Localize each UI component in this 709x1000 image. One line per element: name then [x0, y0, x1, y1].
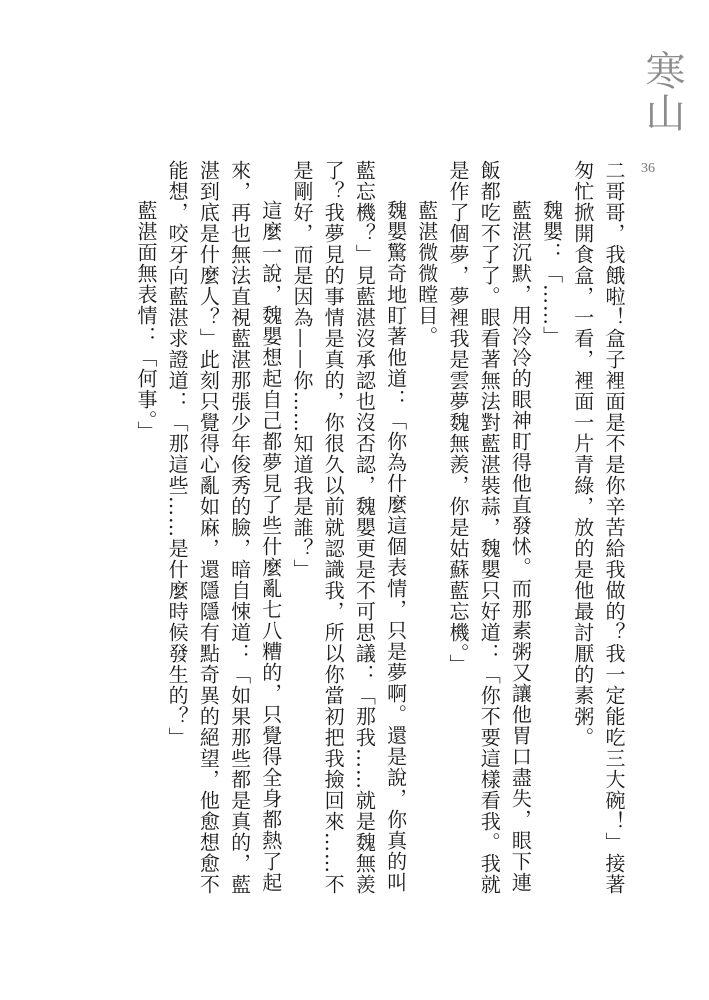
body-text	[130, 160, 629, 900]
book-title: 寒山	[639, 50, 685, 134]
paragraph-3: 藍湛沉默，用冷冷的眼神盯得他直發怵。而那素粥又讓他胃口盡失，眼下連飯都吃不了了。眼看著無法對藍湛裝蒜，魏嬰只好道：「你不要這樣看我。我就是作了個夢，夢裡我是雲夢魏無羨，你是姑蘇藍忘機。」	[445, 160, 533, 895]
paragraph-5: 魏嬰驚奇地盯著他道：「你為什麼這個表情，只是夢啊。還是說，你真的叫藍忘機？」見藍湛沒承認也沒否認，魏嬰更是不可思議：「那我……就是魏無羨了？我夢見的事情是真的，你很久以前就認識我，所以你當初把我撿回來……不是剛好，而是因為——你……知道我是誰？」	[289, 160, 408, 895]
page-number: 36	[641, 161, 655, 176]
paragraph-6: 這麼一說，魏嬰想起自己都夢見了些什麼亂七八糟的，只覺得全身都熱了起來，再也無法直視藍湛那張少年俊秀的臉，暗自悚道：「如果那些都是真的，藍湛到底是什麼人？」此刻只覺得心亂如麻，還隱隱有點奇異的絕望，他愈想愈不能想，咬牙向藍湛求證道：「那這些……是什麼時候發生的？」	[165, 160, 283, 895]
paragraph-7: 藍湛面無表情：「何事。」	[133, 200, 158, 442]
paragraph-4: 藍湛微微瞠目。	[414, 200, 439, 347]
paragraph-1: 二哥哥，我餓啦！盒子裡面是不是你辛苦給我做的？我一定能吃三大碗！」接著匆忙掀開食盒，一看，裡面一片青綠，放的是他最討厭的素粥。	[570, 160, 626, 895]
paragraph-2: 魏嬰：「……」	[539, 200, 564, 347]
